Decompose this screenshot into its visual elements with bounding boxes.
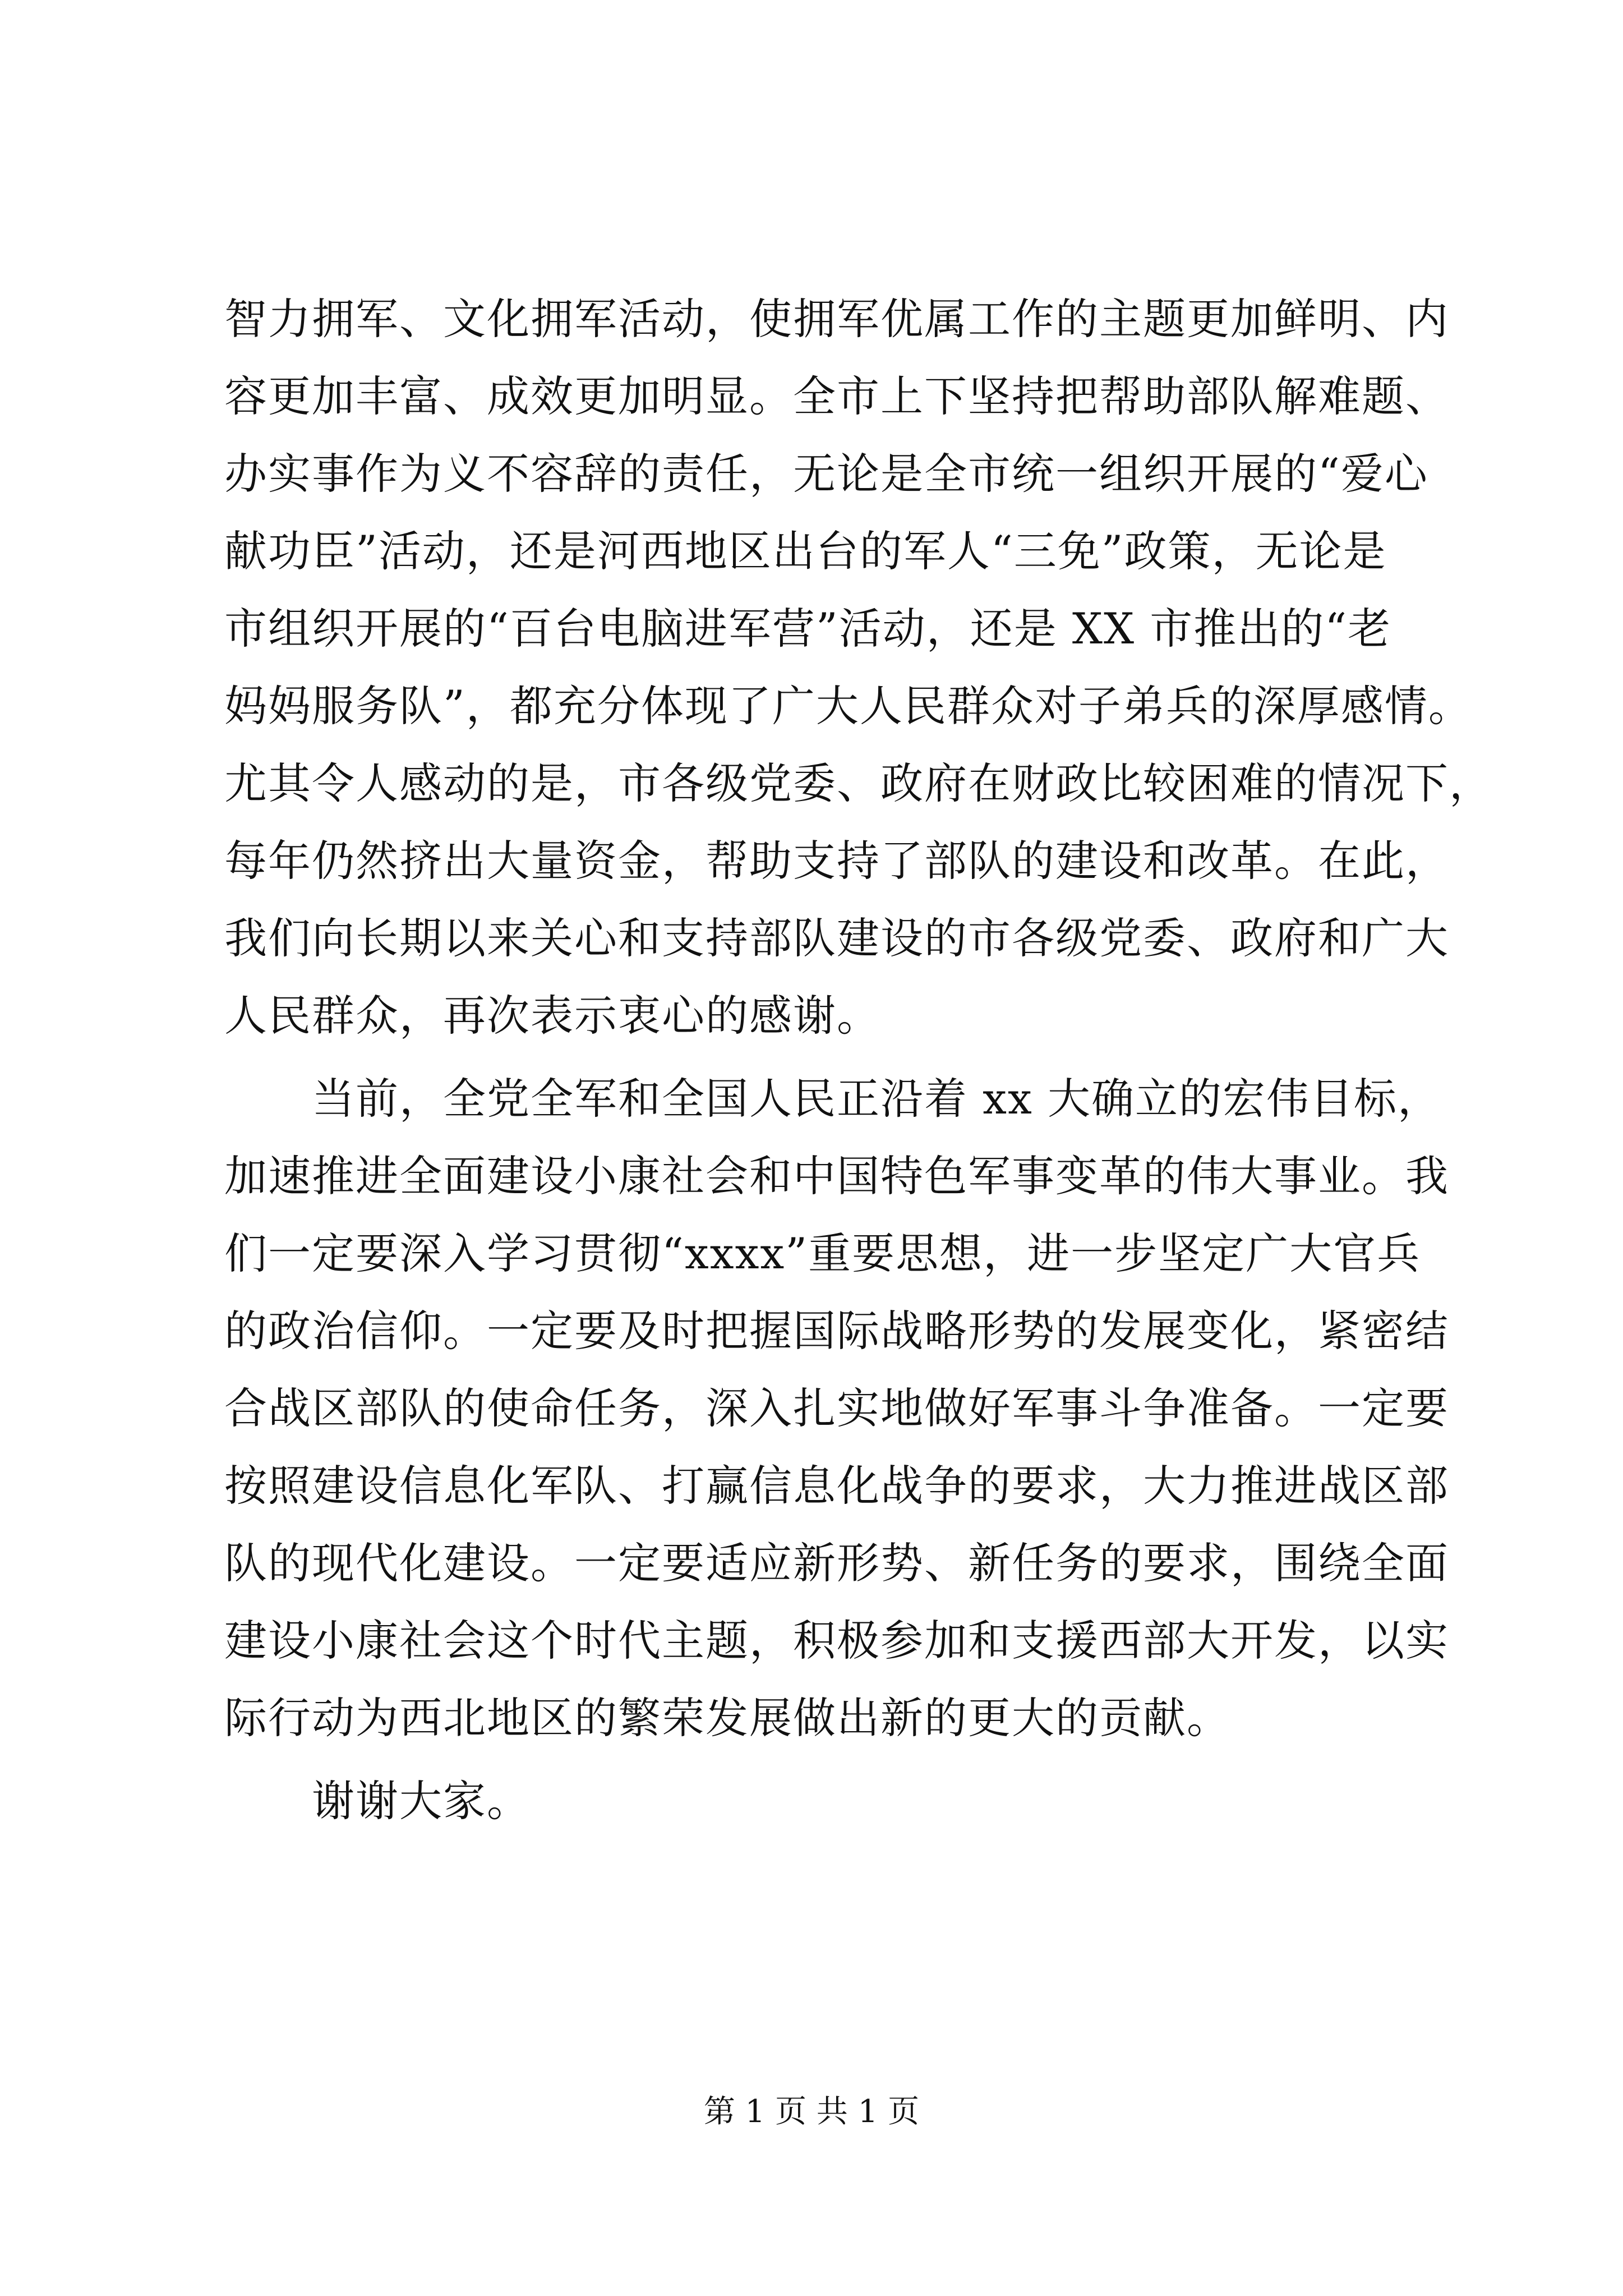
text-line: 按照建设信息化军队、打赢信息化战争的要求，大力推进战区部: [224, 1461, 1449, 1511]
text-line: 队的现代化建设。一定要适应新形势、新任务的要求，围绕全面: [224, 1538, 1449, 1588]
text-line: 每年仍然挤出大量资金，帮助支持了部队的建设和改革。在此，: [224, 836, 1449, 886]
text-line: 办实事作为义不容辞的责任，无论是全市统一组织开展的“爱心: [224, 449, 1428, 499]
text-line: 建设小康社会这个时代主题，积极参加和支援西部大开发，以实: [224, 1616, 1449, 1665]
text-line: 的政治信仰。一定要及时把握国际战略形势的发展变化，紧密结: [224, 1306, 1449, 1356]
text-line: 当前，全党全军和全国人民正沿着 xx 大确立的宏伟目标，: [224, 1074, 1442, 1124]
paragraph-3: [224, 1763, 1430, 1840]
text-line: 市组织开展的“百台电脑进军营”活动，还是 XX 市推出的“老: [224, 604, 1392, 654]
text-line: 尤其令人感动的是，市各级党委、政府在财政比较困难的情况下，: [224, 758, 1493, 808]
text-line: 合战区部队的使命任务，深入扎实地做好军事斗争准备。一定要: [224, 1383, 1449, 1433]
paragraph-spacer: [224, 1055, 1430, 1060]
text-line: 我们向长期以来关心和支持部队建设的市各级党委、政府和广大: [224, 913, 1449, 963]
paragraph-spacer: [224, 1757, 1430, 1763]
text-line: 际行动为西北地区的繁荣发展做出新的更大的贡献。: [224, 1693, 1230, 1743]
paragraph-2: [224, 1060, 1449, 1757]
text-line: 加速推进全面建设小康社会和中国特色军事变革的伟大事业。我: [224, 1151, 1449, 1201]
page-footer: 第 1 页 共 1 页: [703, 2093, 920, 2130]
text-line: 人民群众，再次表示衷心的感谢。: [224, 991, 880, 1041]
text-line: 们一定要深入学习贯彻“xxxx”重要思想，进一步坚定广大官兵: [224, 1228, 1421, 1278]
text-line: 智力拥军、文化拥军活动，使拥军优属工作的主题更加鲜明、内: [224, 294, 1449, 344]
document-body: [224, 280, 1493, 1840]
text-line: 妈妈服务队”，都充分体现了广大人民群众对子弟兵的深厚感情。: [224, 681, 1472, 731]
text-line: 谢谢大家。: [224, 1776, 531, 1826]
text-line: 容更加丰富、成效更加明显。全市上下坚持把帮助部队解难题、: [224, 371, 1449, 421]
text-line: 献功臣”活动，还是河西地区出台的军人“三免”政策，无论是: [224, 526, 1387, 576]
paragraph-1: [224, 280, 1493, 1055]
